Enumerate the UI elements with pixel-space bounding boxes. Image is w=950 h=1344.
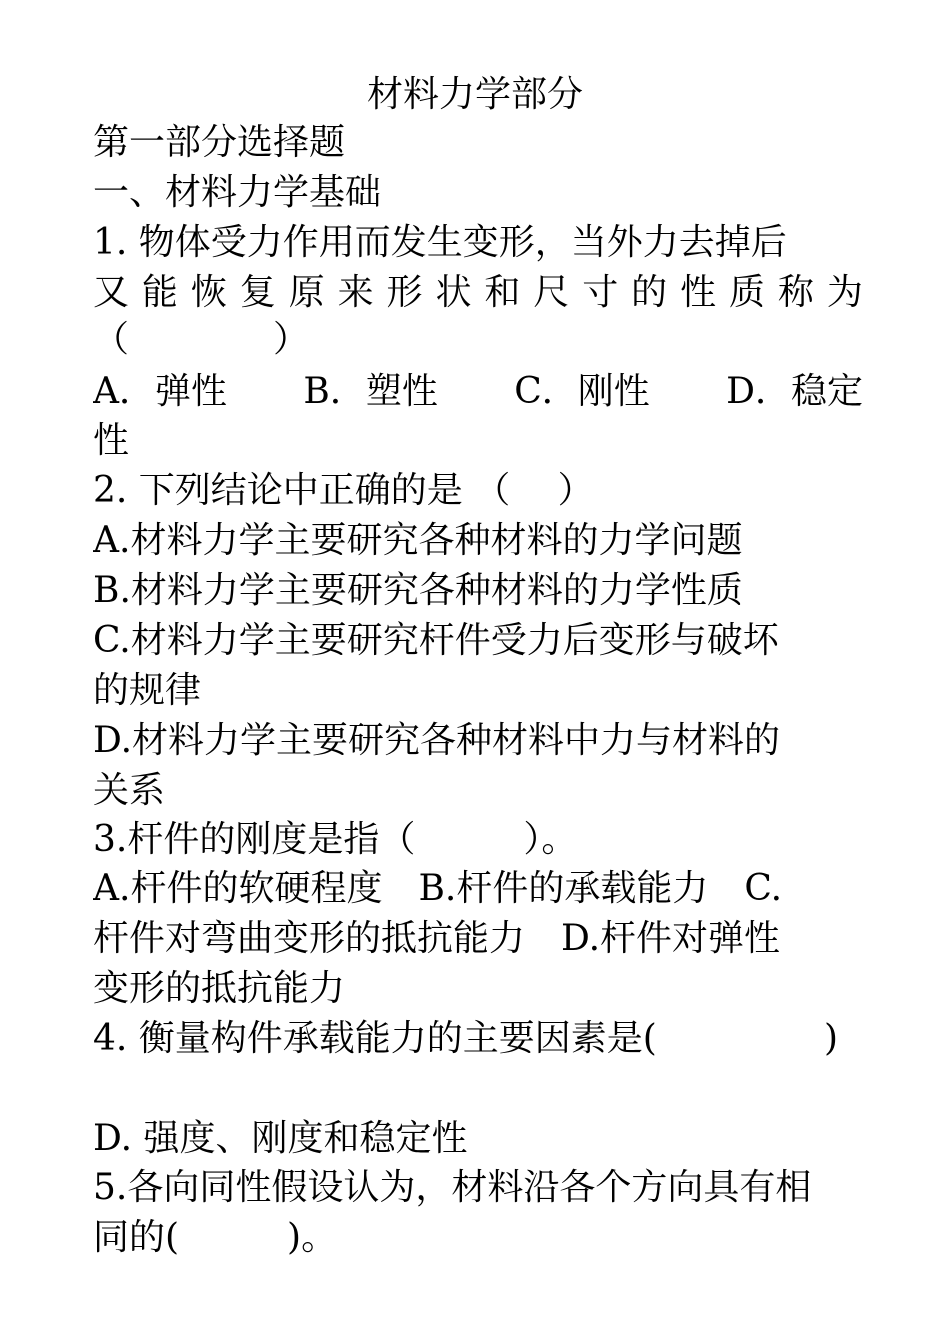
q1-char: 形: [386, 272, 423, 313]
question-2-stem: 2. 下列结论中正确的是 （ ）: [93, 470, 594, 511]
question-1-stem-line-1: 1. 物体受力作用而发生变形，当外力去掉后: [93, 222, 787, 263]
question-1-options-wrap: 性: [93, 420, 130, 461]
question-3-options-line-2: 杆件对弯曲变形的抵抗能力 D.杆件对弹性: [93, 918, 781, 959]
option-c: C．刚性: [514, 371, 650, 412]
question-4-options: [93, 1064, 863, 1114]
q1-char: 又: [93, 272, 130, 313]
option-d: D．稳定: [726, 371, 863, 412]
question-2-option-c-wrap: 的规律: [93, 670, 202, 711]
q1-char: 和: [484, 272, 521, 313]
part-heading: 第一部分选择题: [93, 122, 346, 163]
q1-char: 来: [337, 272, 374, 313]
question-2-option-c: C.材料力学主要研究杆件受力后变形与破坏: [93, 620, 779, 661]
q1-char: 能: [141, 272, 178, 313]
question-3-options-line-1: A.杆件的软硬程度 B.杆件的承载能力 C.: [93, 868, 783, 909]
q1-char: 寸: [582, 272, 619, 313]
question-2-option-d-wrap: 关系: [93, 770, 166, 811]
question-4-stem-close: ): [823, 1018, 838, 1059]
q1-char: 复: [239, 272, 276, 313]
q1-char: 质: [728, 272, 765, 313]
q1-char: 恢: [190, 272, 227, 313]
q1-char: 原: [288, 272, 325, 313]
q1-char: 的: [631, 272, 668, 313]
q1-char: 尺: [533, 272, 570, 313]
question-1-stem-line-2: [93, 268, 863, 318]
section-heading: 一、材料力学基础: [93, 172, 382, 213]
question-2-option-b: B.材料力学主要研究各种材料的力学性质: [93, 570, 743, 611]
option-a: A．弹性: [93, 371, 227, 412]
q1-char: 性: [680, 272, 717, 313]
question-5-stem-line-2: 同的( )。: [93, 1217, 338, 1258]
question-2-option-d: D.材料力学主要研究各种材料中力与材料的: [93, 720, 781, 761]
document-title: 材料力学部分: [366, 74, 583, 115]
question-4-option-d: D. 强度、刚度和稳定性: [93, 1118, 468, 1159]
question-2-option-a: A.材料力学主要研究各种材料的力学问题: [93, 520, 743, 561]
question-3-stem: 3.杆件的刚度是指（ ）。: [93, 819, 578, 860]
q1-char: 称: [777, 272, 814, 313]
q1-char: 状: [435, 272, 472, 313]
question-1-options: [93, 367, 863, 417]
q1-char: 为: [826, 272, 863, 313]
option-b: B．塑性: [303, 371, 438, 412]
question-3-options-line-3: 变形的抵抗能力: [93, 968, 346, 1009]
question-1-answer-blank: （ ）: [93, 319, 310, 360]
question-5-stem-line-1: 5.各向同性假设认为，材料沿各个方向具有相: [93, 1167, 812, 1208]
question-4-stem: [93, 1014, 863, 1064]
question-4-stem-text: 4. 衡量构件承载能力的主要因素是(: [93, 1018, 657, 1059]
